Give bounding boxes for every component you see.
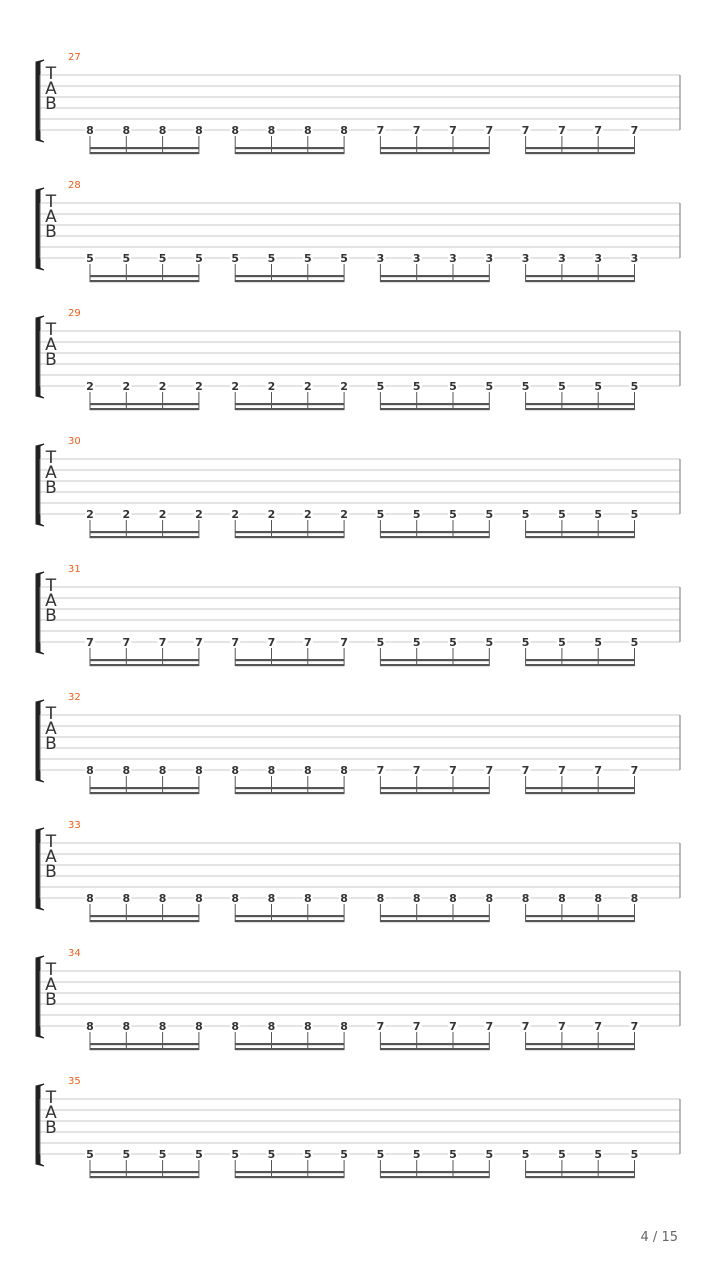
fret-number: 7 <box>376 124 385 137</box>
fret-number: 5 <box>86 252 94 265</box>
tab-clef-letter: A <box>45 591 57 611</box>
fret-number: 7 <box>412 124 421 137</box>
beam <box>380 915 489 917</box>
fret-number: 5 <box>630 380 639 393</box>
fret-number: 3 <box>630 252 639 265</box>
fret-number: 7 <box>485 764 494 777</box>
tab-clef <box>43 960 59 1010</box>
tab-clef-letter: A <box>45 335 57 355</box>
fret-number: 7 <box>86 636 94 649</box>
beam <box>380 1043 489 1045</box>
fret-number: 5 <box>449 1148 457 1161</box>
fret-number: 5 <box>594 380 603 393</box>
fret-number: 8 <box>86 764 94 777</box>
tab-clef-letter: A <box>45 463 57 483</box>
tab-clef-letter: T <box>45 192 57 212</box>
measure-number: 29 <box>68 308 81 319</box>
fret-number: 8 <box>122 1020 131 1033</box>
fret-number: 8 <box>412 892 421 905</box>
fret-number: 5 <box>558 380 566 393</box>
measure-number: 31 <box>68 564 81 575</box>
fret-number: 2 <box>122 508 131 521</box>
fret-number: 7 <box>122 636 131 649</box>
fret-number: 8 <box>630 892 639 905</box>
tab-clef-letter: A <box>45 975 57 995</box>
tab-clef-letter: T <box>45 960 57 980</box>
beam <box>380 1171 489 1173</box>
fret-number: 5 <box>340 1148 348 1161</box>
fret-number: 8 <box>340 764 348 777</box>
beam <box>235 915 344 917</box>
fret-number: 8 <box>521 892 530 905</box>
fret-number: 5 <box>412 380 421 393</box>
fret-number: 5 <box>231 1148 240 1161</box>
fret-number: 8 <box>485 892 494 905</box>
fret-number: 8 <box>303 764 312 777</box>
fret-number: 5 <box>267 252 276 265</box>
fret-number: 5 <box>558 1148 566 1161</box>
beam <box>526 152 635 154</box>
fret-number: 8 <box>195 1020 203 1033</box>
fret-number: 5 <box>594 636 603 649</box>
tab-system <box>0 948 720 1076</box>
fret-number: 7 <box>412 1020 421 1033</box>
fret-number: 7 <box>630 124 639 137</box>
fret-number: 8 <box>86 892 94 905</box>
beam <box>90 275 199 277</box>
fret-number: 7 <box>558 764 566 777</box>
measure-number: 27 <box>68 52 81 63</box>
fret-number: 8 <box>122 124 131 137</box>
fret-number: 3 <box>594 252 603 265</box>
tab-staff <box>0 436 720 564</box>
fret-number: 5 <box>594 1148 603 1161</box>
fret-number: 8 <box>340 892 348 905</box>
tab-system <box>0 308 720 436</box>
beam <box>235 1171 344 1173</box>
fret-number: 5 <box>594 508 603 521</box>
fret-number: 5 <box>303 1148 312 1161</box>
fret-number: 8 <box>195 124 203 137</box>
fret-number: 8 <box>340 1020 348 1033</box>
tab-clef-letter: A <box>45 719 57 739</box>
fret-number: 2 <box>231 380 240 393</box>
beam <box>526 408 635 410</box>
fret-number: 8 <box>303 1020 312 1033</box>
tab-clef-letter: T <box>45 448 57 468</box>
fret-number: 5 <box>449 508 457 521</box>
fret-number: 8 <box>158 124 167 137</box>
fret-number: 2 <box>86 508 94 521</box>
fret-number: 7 <box>485 124 494 137</box>
beam <box>526 536 635 538</box>
beam <box>235 1176 344 1178</box>
fret-number: 7 <box>376 764 385 777</box>
fret-number: 5 <box>485 508 494 521</box>
fret-number: 7 <box>630 764 639 777</box>
fret-number: 8 <box>594 892 603 905</box>
tab-staff <box>0 180 720 308</box>
fret-number: 2 <box>158 508 167 521</box>
beam <box>526 659 635 661</box>
fret-number: 7 <box>340 636 348 649</box>
fret-number: 5 <box>449 380 457 393</box>
fret-number: 7 <box>412 764 421 777</box>
fret-number: 5 <box>521 636 530 649</box>
beam <box>380 1176 489 1178</box>
fret-number: 8 <box>340 124 348 137</box>
fret-number: 5 <box>158 1148 167 1161</box>
tab-clef-letter: B <box>45 606 57 626</box>
fret-number: 5 <box>231 252 240 265</box>
beam <box>380 408 489 410</box>
fret-number: 5 <box>521 508 530 521</box>
fret-number: 5 <box>521 380 530 393</box>
fret-number: 5 <box>86 1148 94 1161</box>
tab-clef-letter: B <box>45 1118 57 1138</box>
fret-number: 2 <box>158 380 167 393</box>
fret-number: 7 <box>558 124 566 137</box>
fret-number: 8 <box>122 764 131 777</box>
fret-number: 5 <box>195 252 203 265</box>
tab-system <box>0 436 720 564</box>
tab-staff <box>0 948 720 1076</box>
beam <box>526 1043 635 1045</box>
fret-number: 5 <box>558 636 566 649</box>
fret-number: 7 <box>521 124 530 137</box>
fret-number: 7 <box>630 1020 639 1033</box>
beam <box>526 787 635 789</box>
fret-number: 2 <box>340 380 348 393</box>
tab-system <box>0 1076 720 1204</box>
beam <box>526 1176 635 1178</box>
tab-clef-letter: B <box>45 478 57 498</box>
beam <box>380 531 489 533</box>
fret-number: 2 <box>267 380 276 393</box>
fret-number: 5 <box>195 1148 203 1161</box>
tab-staff <box>0 564 720 692</box>
fret-number: 2 <box>195 508 203 521</box>
beam <box>235 152 344 154</box>
tab-clef-letter: A <box>45 847 57 867</box>
fret-number: 5 <box>412 508 421 521</box>
tab-clef <box>43 64 59 114</box>
fret-number: 5 <box>376 636 385 649</box>
fret-number: 7 <box>521 1020 530 1033</box>
tab-clef-letter: T <box>45 320 57 340</box>
beam <box>380 280 489 282</box>
fret-number: 5 <box>485 380 494 393</box>
tab-clef-letter: T <box>45 64 57 84</box>
measure-number: 34 <box>68 948 81 959</box>
fret-number: 7 <box>231 636 240 649</box>
fret-number: 3 <box>485 252 494 265</box>
fret-number: 7 <box>485 1020 494 1033</box>
fret-number: 5 <box>122 1148 131 1161</box>
tab-clef <box>43 1088 59 1138</box>
fret-number: 5 <box>630 636 639 649</box>
fret-number: 7 <box>303 636 312 649</box>
fret-number: 2 <box>267 508 276 521</box>
beam <box>526 915 635 917</box>
tab-clef <box>43 320 59 370</box>
fret-number: 3 <box>558 252 566 265</box>
fret-number: 5 <box>412 636 421 649</box>
fret-number: 5 <box>122 252 131 265</box>
fret-number: 8 <box>267 892 276 905</box>
beam <box>90 915 199 917</box>
beam <box>90 280 199 282</box>
fret-number: 8 <box>449 892 457 905</box>
tab-clef-letter: T <box>45 1088 57 1108</box>
fret-number: 8 <box>158 764 167 777</box>
beam <box>380 920 489 922</box>
tab-system <box>0 180 720 308</box>
fret-number: 2 <box>195 380 203 393</box>
fret-number: 5 <box>376 508 385 521</box>
fret-number: 8 <box>195 892 203 905</box>
fret-number: 8 <box>158 892 167 905</box>
fret-number: 5 <box>376 380 385 393</box>
fret-number: 8 <box>231 892 240 905</box>
beam <box>90 1043 199 1045</box>
beam <box>90 1176 199 1178</box>
fret-number: 8 <box>195 764 203 777</box>
beam <box>235 536 344 538</box>
tab-clef-letter: A <box>45 1103 57 1123</box>
beam <box>526 920 635 922</box>
beam <box>235 275 344 277</box>
fret-number: 5 <box>412 1148 421 1161</box>
fret-number: 8 <box>303 892 312 905</box>
fret-number: 5 <box>485 1148 494 1161</box>
tab-clef-letter: B <box>45 94 57 114</box>
fret-number: 2 <box>340 508 348 521</box>
beam <box>380 536 489 538</box>
beam <box>90 787 199 789</box>
fret-number: 3 <box>412 252 421 265</box>
fret-number: 7 <box>376 1020 385 1033</box>
fret-number: 2 <box>303 380 312 393</box>
beam <box>90 408 199 410</box>
tab-system <box>0 692 720 820</box>
beam <box>90 152 199 154</box>
beam <box>235 792 344 794</box>
fret-number: 8 <box>267 764 276 777</box>
fret-number: 7 <box>449 124 457 137</box>
fret-number: 7 <box>594 124 603 137</box>
beam <box>235 531 344 533</box>
fret-number: 5 <box>376 1148 385 1161</box>
fret-number: 8 <box>303 124 312 137</box>
fret-number: 8 <box>376 892 385 905</box>
beam <box>90 1171 199 1173</box>
fret-number: 7 <box>449 1020 457 1033</box>
fret-number: 5 <box>630 1148 639 1161</box>
beam <box>235 280 344 282</box>
tab-clef <box>43 576 59 626</box>
fret-number: 2 <box>231 508 240 521</box>
tab-staff <box>0 1076 720 1204</box>
fret-number: 5 <box>485 636 494 649</box>
fret-number: 2 <box>122 380 131 393</box>
tab-clef <box>43 704 59 754</box>
tab-system <box>0 820 720 948</box>
beam <box>90 1048 199 1050</box>
fret-number: 8 <box>558 892 566 905</box>
fret-number: 5 <box>521 1148 530 1161</box>
beam <box>526 1048 635 1050</box>
beam <box>90 147 199 149</box>
fret-number: 5 <box>158 252 167 265</box>
tab-staff <box>0 820 720 948</box>
beam <box>90 531 199 533</box>
fret-number: 7 <box>449 764 457 777</box>
fret-number: 2 <box>303 508 312 521</box>
beam <box>90 920 199 922</box>
fret-number: 5 <box>267 1148 276 1161</box>
beam <box>90 403 199 405</box>
fret-number: 3 <box>521 252 530 265</box>
measure-number: 35 <box>68 1076 81 1087</box>
page-number: 4 / 15 <box>640 1230 678 1245</box>
fret-number: 7 <box>594 764 603 777</box>
beam <box>526 664 635 666</box>
measure-number: 30 <box>68 436 81 447</box>
tab-staff <box>0 308 720 436</box>
beam <box>380 403 489 405</box>
beam <box>380 147 489 149</box>
beam <box>380 152 489 154</box>
tab-clef-letter: A <box>45 79 57 99</box>
fret-number: 7 <box>594 1020 603 1033</box>
tab-system <box>0 52 720 180</box>
fret-number: 8 <box>231 1020 240 1033</box>
fret-number: 8 <box>86 124 94 137</box>
tab-staff <box>0 52 720 180</box>
beam <box>90 536 199 538</box>
fret-number: 5 <box>303 252 312 265</box>
beam <box>380 659 489 661</box>
beam <box>526 147 635 149</box>
tab-clef <box>43 448 59 498</box>
beam <box>380 664 489 666</box>
beam <box>380 275 489 277</box>
beam <box>90 792 199 794</box>
tab-staff <box>0 692 720 820</box>
fret-number: 7 <box>195 636 203 649</box>
fret-number: 5 <box>449 636 457 649</box>
fret-number: 8 <box>231 124 240 137</box>
beam <box>235 1043 344 1045</box>
beam <box>526 1171 635 1173</box>
tab-clef-letter: T <box>45 832 57 852</box>
beam <box>235 920 344 922</box>
fret-number: 8 <box>158 1020 167 1033</box>
beam <box>526 531 635 533</box>
fret-number: 5 <box>558 508 566 521</box>
measure-number: 32 <box>68 692 81 703</box>
tab-clef-letter: A <box>45 207 57 227</box>
fret-number: 8 <box>231 764 240 777</box>
fret-number: 8 <box>122 892 131 905</box>
beam <box>380 1048 489 1050</box>
measure-number: 33 <box>68 820 81 831</box>
tab-clef-letter: B <box>45 990 57 1010</box>
tab-clef <box>43 832 59 882</box>
tab-clef-letter: T <box>45 704 57 724</box>
tab-clef-letter: B <box>45 734 57 754</box>
fret-number: 8 <box>86 1020 94 1033</box>
fret-number: 7 <box>521 764 530 777</box>
tab-clef <box>43 192 59 242</box>
beam <box>235 1048 344 1050</box>
tab-clef-letter: B <box>45 350 57 370</box>
beam <box>380 787 489 789</box>
beam <box>90 659 199 661</box>
fret-number: 7 <box>558 1020 566 1033</box>
beam <box>380 792 489 794</box>
beam <box>526 275 635 277</box>
tab-system <box>0 564 720 692</box>
beam <box>235 787 344 789</box>
measure-number: 28 <box>68 180 81 191</box>
beam <box>90 664 199 666</box>
beam <box>235 659 344 661</box>
beam <box>235 147 344 149</box>
fret-number: 3 <box>376 252 385 265</box>
fret-number: 7 <box>267 636 276 649</box>
fret-number: 5 <box>630 508 639 521</box>
beam <box>526 280 635 282</box>
beam <box>235 403 344 405</box>
tab-clef-letter: B <box>45 222 57 242</box>
beam <box>526 403 635 405</box>
tab-clef-letter: T <box>45 576 57 596</box>
fret-number: 2 <box>86 380 94 393</box>
fret-number: 8 <box>267 124 276 137</box>
beam <box>235 664 344 666</box>
fret-number: 8 <box>267 1020 276 1033</box>
beam <box>526 792 635 794</box>
beam <box>235 408 344 410</box>
fret-number: 5 <box>340 252 348 265</box>
fret-number: 7 <box>158 636 167 649</box>
fret-number: 3 <box>449 252 457 265</box>
tab-clef-letter: B <box>45 862 57 882</box>
